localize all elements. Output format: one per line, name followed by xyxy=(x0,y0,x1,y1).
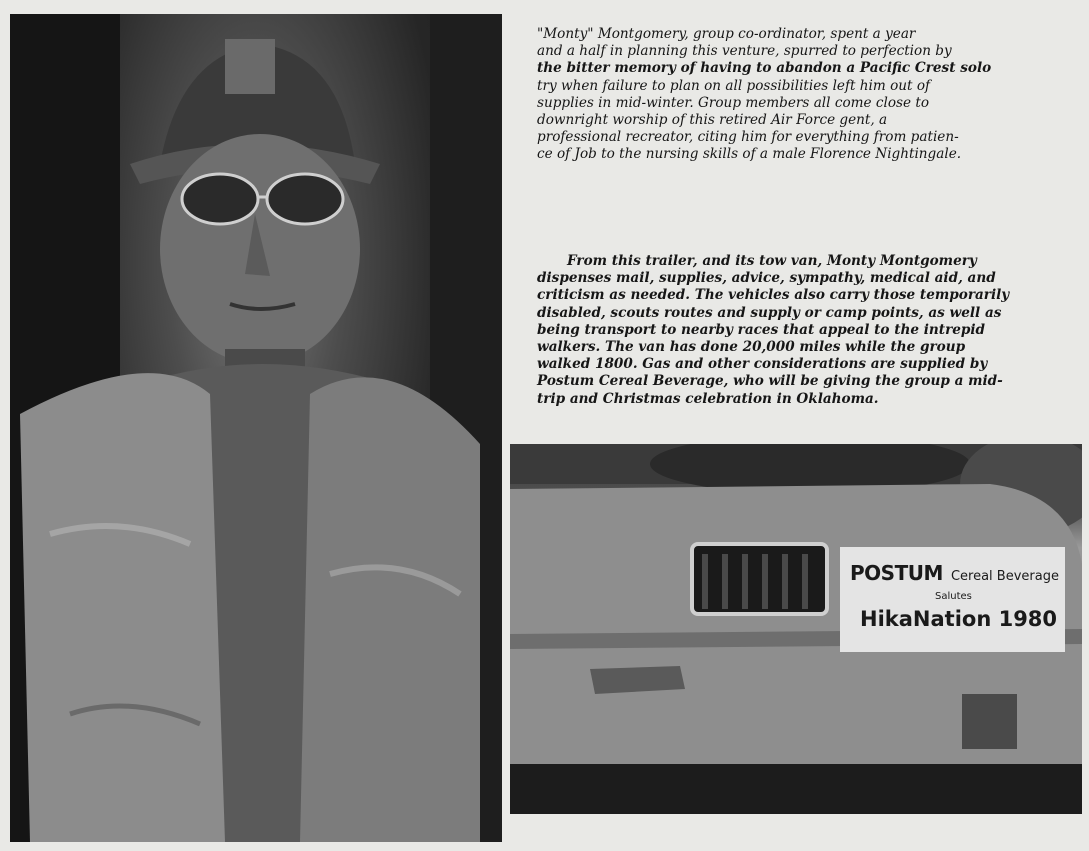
caption-line: being transport to nearby races that appeal to the intrepid xyxy=(537,321,986,338)
sign-brand: POSTUM xyxy=(850,561,943,585)
caption-line: disabled, scouts routes and supply or camp points, as well as xyxy=(537,304,1002,321)
caption-line: professional recreator, citing him for everything from patien- xyxy=(537,129,959,146)
caption-line: walked 1800. Gas and other considerations are supplied by xyxy=(537,356,988,373)
caption-trailer xyxy=(537,253,1013,408)
postum-sign xyxy=(840,547,1065,652)
caption-montgomery xyxy=(537,26,1013,164)
sign-event: HikaNation 1980 xyxy=(860,607,1058,631)
caption-line: the bitter memory of having to abandon a Pacific Crest solo xyxy=(537,60,992,77)
caption-line: downright worship of this retired Air Force gent, a xyxy=(537,112,888,129)
caption-line: dispenses mail, supplies, advice, sympathy, medical aid, and xyxy=(537,270,996,287)
caption-line: walkers. The van has done 20,000 miles while the group xyxy=(537,339,966,356)
sign-salutes: Salutes xyxy=(935,591,972,602)
caption-line: From this trailer, and its tow van, Monty Montgomery xyxy=(567,253,977,269)
caption-line: trip and Christmas celebration in Oklahoma. xyxy=(537,390,879,407)
caption-line: and a half in planning this venture, spurred to perfection by xyxy=(537,43,952,60)
caption-line: criticism as needed. The vehicles also carry those temporarily xyxy=(537,287,1010,304)
portrait-illustration xyxy=(10,14,502,842)
caption-line: "Monty" Montgomery, group co-ordinator, spent a year xyxy=(537,26,916,42)
caption-line: ce of Job to the nursing skills of a male Florence Nightingale. xyxy=(537,146,962,163)
portrait-photo xyxy=(10,14,502,842)
trailer-photo xyxy=(510,444,1082,814)
caption-line: supplies in mid-winter. Group members all come close to xyxy=(537,94,930,111)
caption-line: try when failure to plan on all possibilities left him out of xyxy=(537,77,931,94)
caption-line: Postum Cereal Beverage, who will be giving the group a mid- xyxy=(537,373,1003,390)
sign-product: Cereal Beverage xyxy=(950,569,1059,584)
